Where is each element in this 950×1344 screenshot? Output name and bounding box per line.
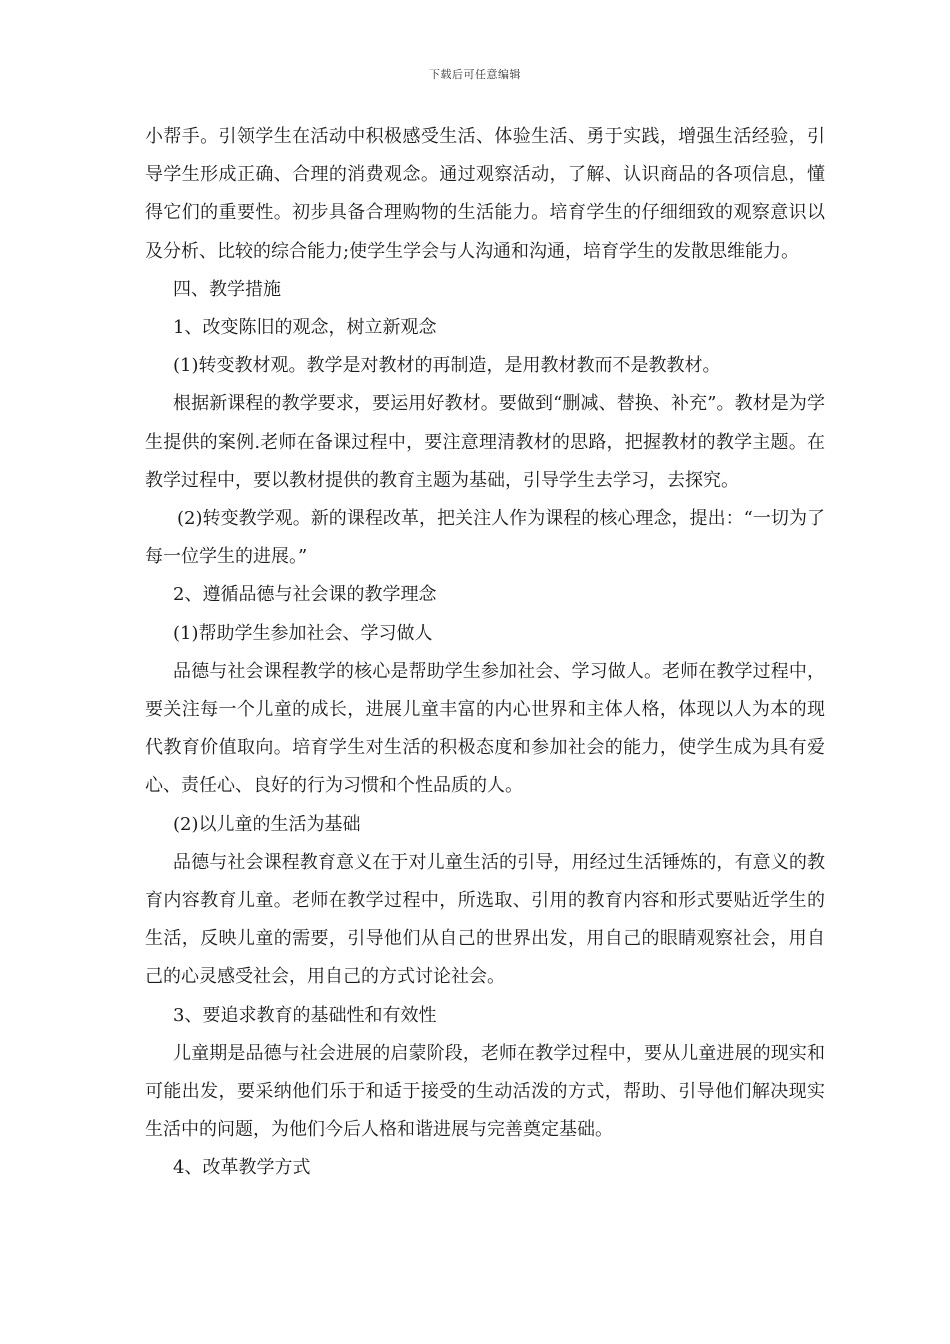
- paragraph-continuation: 小帮手。引领学生在活动中积极感受生活、体验生活、勇于实践，增强生活经验，引导学生形成正确、合理的消费观念。通过观察活动，了解、认识商品的各项信息，懂得它们的重要性。初步具备合理购物的生活能力。培育学生的仔细细致的观察意识以及分析、比较的综合能力;使学生学会与人沟通和沟通，培育学生的发散思维能力。: [145, 126, 825, 262]
- paragraph-childhood: 儿童期是品德与社会进展的启蒙阶段，老师在教学过程中，要从儿童进展的现实和可能出发，要采纳他们乐于和适于接受的生动活泼的方式，帮助、引导他们解决现实生活中的问题，为他们今后人格和谐进展与完善奠定基础。: [145, 1042, 825, 1141]
- subheading-3: 3、要追求教育的基础性和有效性: [173, 1004, 437, 1026]
- subheading-1: 1、改变陈旧的观念，树立新观念: [173, 317, 437, 339]
- paragraph-textbook: 根据新课程的教学要求，要运用好教材。要做到“删减、替换、补充”。教材是为学生提供的案例.老师在备课过程中，要注意理清教材的思路，把握教材的教学主题。在教学过程中，要以教材提供的教育主题为基础，引导学生去学习，去探究。: [145, 393, 825, 491]
- paragraph-life-basis: 品德与社会课程教育意义在于对儿童生活的引导，用经过生活锤炼的，有意义的教育内容教育儿童。老师在教学过程中，所选取、引用的教育内容和形式要贴近学生的生活，反映儿童的需要，引导他们从自己的世界出发，用自己的眼睛观察社会，用自己的心灵感受社会，用自己的方式讨论社会。: [145, 851, 825, 988]
- paragraph-core: 品德与社会课程教学的核心是帮助学生参加社会、学习做人。老师在教学过程中，要关注每一个儿童的成长，进展儿童丰富的内心世界和主体人格，体现以人为本的现代教育价值取向。培育学生对生活的积极态度和参加社会的能力，使学生成为具有爱心、责任心、良好的行为习惯和个性品质的人。: [145, 660, 825, 797]
- item-1-2: (2)转变教学观。新的课程改革，把关注人作为课程的核心理念，提出：“一切为了每一位学生的进展。”: [145, 508, 825, 568]
- item-2-2: (2)以儿童的生活为基础: [173, 813, 361, 835]
- item-2-1: (1)帮助学生参加社会、学习做人: [173, 622, 433, 644]
- subheading-2: 2、遵循品德与社会课的教学理念: [173, 584, 437, 606]
- section-heading-teaching-measures: 四、教学措施: [173, 278, 281, 300]
- page-header: 下载后可任意编辑: [429, 68, 521, 81]
- document-body: [145, 118, 825, 1188]
- item-1-1: (1)转变教材观。教学是对教材的再制造，是用教材教而不是教教材。: [173, 355, 721, 377]
- subheading-4: 4、改革教学方式: [173, 1157, 311, 1179]
